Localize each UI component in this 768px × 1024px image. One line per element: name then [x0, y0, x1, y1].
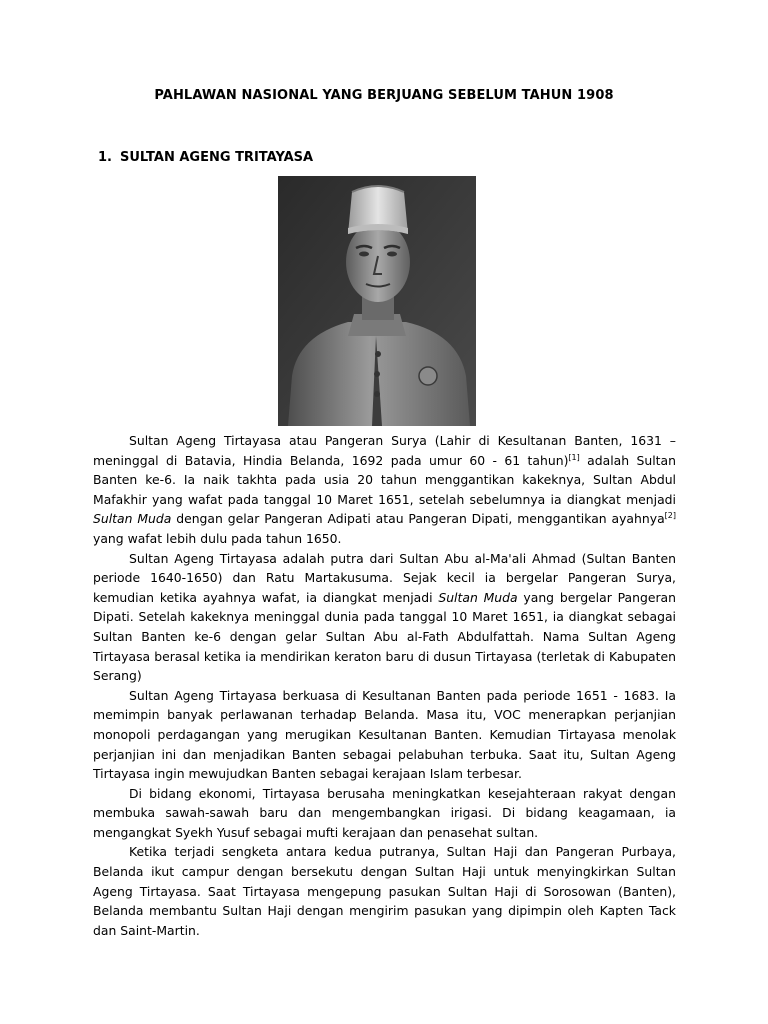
paragraph	[93, 784, 676, 843]
footnote-reference[interactable]: [1]	[568, 452, 580, 462]
italic-term: Sultan Muda	[93, 511, 172, 527]
paragraph-text: Ketika terjadi sengketa antara kedua putranya, Sultan Haji dan Pangeran Purbaya, Belanda ikut campur dengan bersekutu dengan Sultan Haji untuk menyingkirkan Sultan Ageng Tirtayasa. Saat Tirtayasa mengepung pasukan Sultan Haji di Sorosowan (Banten), Belanda membantu Sultan Haji dengan mengirim pasukan yang dipimpin oleh Kapten Tack dan Saint-Martin.	[93, 844, 676, 938]
paragraph-text: adalah Sultan Banten ke-6. Ia naik takhta pada usia 20 tahun menggantikan kakeknya, Sultan Abdul Mafakhir yang wafat pada tanggal 10 Maret 1651, setelah sebelumnya ia diangkat menjadi	[93, 452, 676, 507]
paragraph	[93, 549, 676, 686]
article-body	[93, 431, 676, 940]
paragraph-text: dengan gelar Pangeran Adipati atau Pangeran Dipati, menggantikan ayahnya	[171, 511, 665, 527]
paragraph	[93, 842, 676, 940]
paragraph	[93, 686, 676, 784]
paragraph-text: yang bergelar Pangeran Dipati. Setelah kakeknya meninggal dunia pada tanggal 10 Maret 1651, ia diangkat sebagai Sultan Banten ke-6 dengan gelar Sultan Abu al-Fath Abdulfattah. Nama Sultan Ageng Tirtayasa berasal ketika ia mendirikan keraton baru di dusun Tirtayasa (terletak di Kabupaten Serang)	[93, 589, 676, 684]
paragraph-text: Sultan Ageng Tirtayasa atau Pangeran Surya (Lahir di Kesultanan Banten, 1631 – meninggal di Batavia, Hindia Belanda, 1692 pada umur 60 - 61 tahun)	[93, 433, 676, 468]
paragraph-text: Sultan Ageng Tirtayasa adalah putra dari Sultan Abu al-Ma'ali Ahmad (Sultan Banten periode 1640-1650) dan Ratu Martakusuma. Sejak kecil ia bergelar Pangeran Surya, kemudian ketika ayahnya wafat, ia diangkat menjadi	[93, 550, 676, 605]
portrait-photo	[278, 176, 476, 426]
statue-bust-illustration	[278, 176, 476, 426]
section-title: SULTAN AGENG TRITAYASA	[120, 150, 314, 165]
section-number: 1.	[98, 150, 112, 165]
paragraph-text: yang wafat lebih dulu pada tahun 1650.	[93, 530, 342, 546]
paragraph-text: Di bidang ekonomi, Tirtayasa berusaha meningkatkan kesejahteraan rakyat dengan membuka sawah-sawah baru dan mengembangkan irigasi. Di bidang keagamaan, ia mengangkat Syekh Yusuf sebagai mufti kerajaan dan penasehat sultan.	[93, 785, 676, 840]
paragraph-text: Sultan Ageng Tirtayasa berkuasa di Kesultanan Banten pada periode 1651 - 1683. Ia memimpin banyak perlawanan terhadap Belanda. Masa itu, VOC menerapkan perjanjian monopoli perdagangan yang merugikan Kesultanan Banten. Kemudian Tirtayasa menolak perjanjian ini dan menjadikan Banten sebagai pelabuhan terbuka. Saat itu, Sultan Ageng Tirtayasa ingin mewujudkan Banten sebagai kerajaan Islam terbesar.	[93, 687, 676, 782]
footnote-reference[interactable]: [2]	[664, 511, 677, 521]
document-title: PAHLAWAN NASIONAL YANG BERJUANG SEBELUM TAHUN 1908	[154, 88, 614, 103]
paragraph	[93, 431, 676, 549]
italic-term: Sultan Muda	[438, 589, 518, 605]
section-heading	[98, 150, 313, 165]
